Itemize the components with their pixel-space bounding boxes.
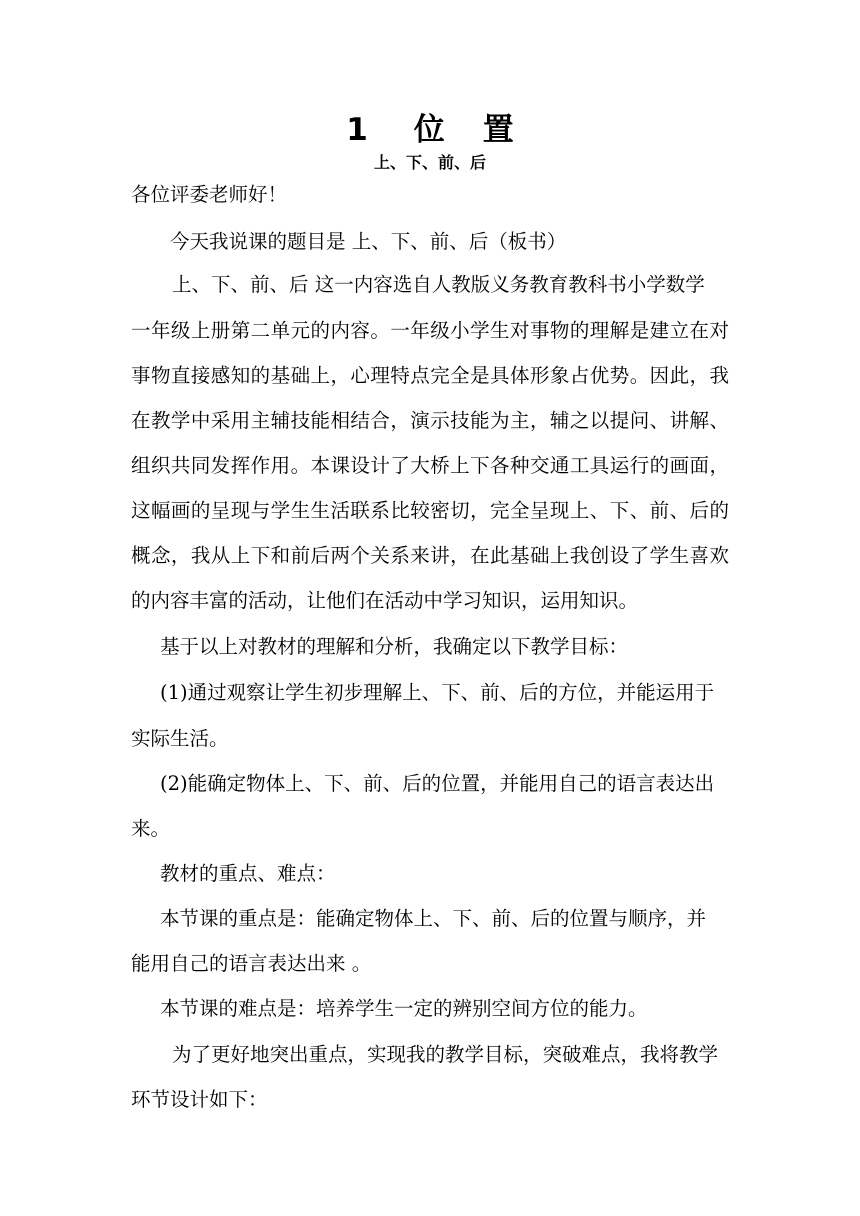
paragraph-line: 上、下、前、后 这一内容选自人教版义务教育教科书小学数学 [172,273,705,296]
objective-2-line: (2)能确定物体上、下、前、后的位置，并能用自己的语言表达出 [160,772,715,795]
paragraph-line: 一年级上册第二单元的内容。一年级小学生对事物的理解是建立在对 [131,319,729,342]
paragraph-line: 事物直接感知的基础上，心理特点完全是具体形象占优势。因此，我 [131,364,729,387]
objective-1-line: (1)通过观察让学生初步理解上、下、前、后的方位，并能运用于 [160,681,715,704]
design-intro-line: 环节设计如下： [131,1088,268,1111]
title-char-2: 置 [482,112,514,148]
subtitle: 上、下、前、后 [373,153,486,172]
title-number: 1 [346,112,368,148]
page-title [0,104,860,149]
topic-line: 今天我说课的题目是 上、下、前、后（板书） [170,230,567,253]
paragraph-line: 组织共同发挥作用。本课设计了大桥上下各种交通工具运行的画面， [131,454,729,477]
paragraph-line: 这幅画的呈现与学生生活联系比较密切，完全呈现上、下、前、后的 [131,499,729,522]
difficulty-line: 本节课的难点是：培养学生一定的辨别空间方位的能力。 [160,997,648,1020]
key-point-line: 能用自己的语言表达出来 。 [131,952,372,975]
key-point-line: 本节课的重点是：能确定物体上、下、前、后的位置与顺序，并 [160,907,707,930]
paragraph-line: 概念，我从上下和前后两个关系来讲，在此基础上我创设了学生喜欢 [131,544,729,567]
objectives-intro: 基于以上对教材的理解和分析，我确定以下教学目标： [160,635,629,658]
design-intro-line: 为了更好地突出重点，实现我的教学目标，突破难点，我将教学 [172,1043,719,1066]
title-char-1: 位 [413,112,445,148]
paragraph-line: 的内容丰富的活动，让他们在活动中学习知识，运用知识。 [131,589,639,612]
objective-1-line: 实际生活。 [131,727,229,750]
greeting-line: 各位评委老师好！ [131,183,288,206]
paragraph-line: 在教学中采用主辅技能相结合，演示技能为主，辅之以提问、讲解、 [131,409,729,432]
objective-2-line: 来。 [131,817,171,840]
key-points-heading: 教材的重点、难点： [160,862,336,885]
